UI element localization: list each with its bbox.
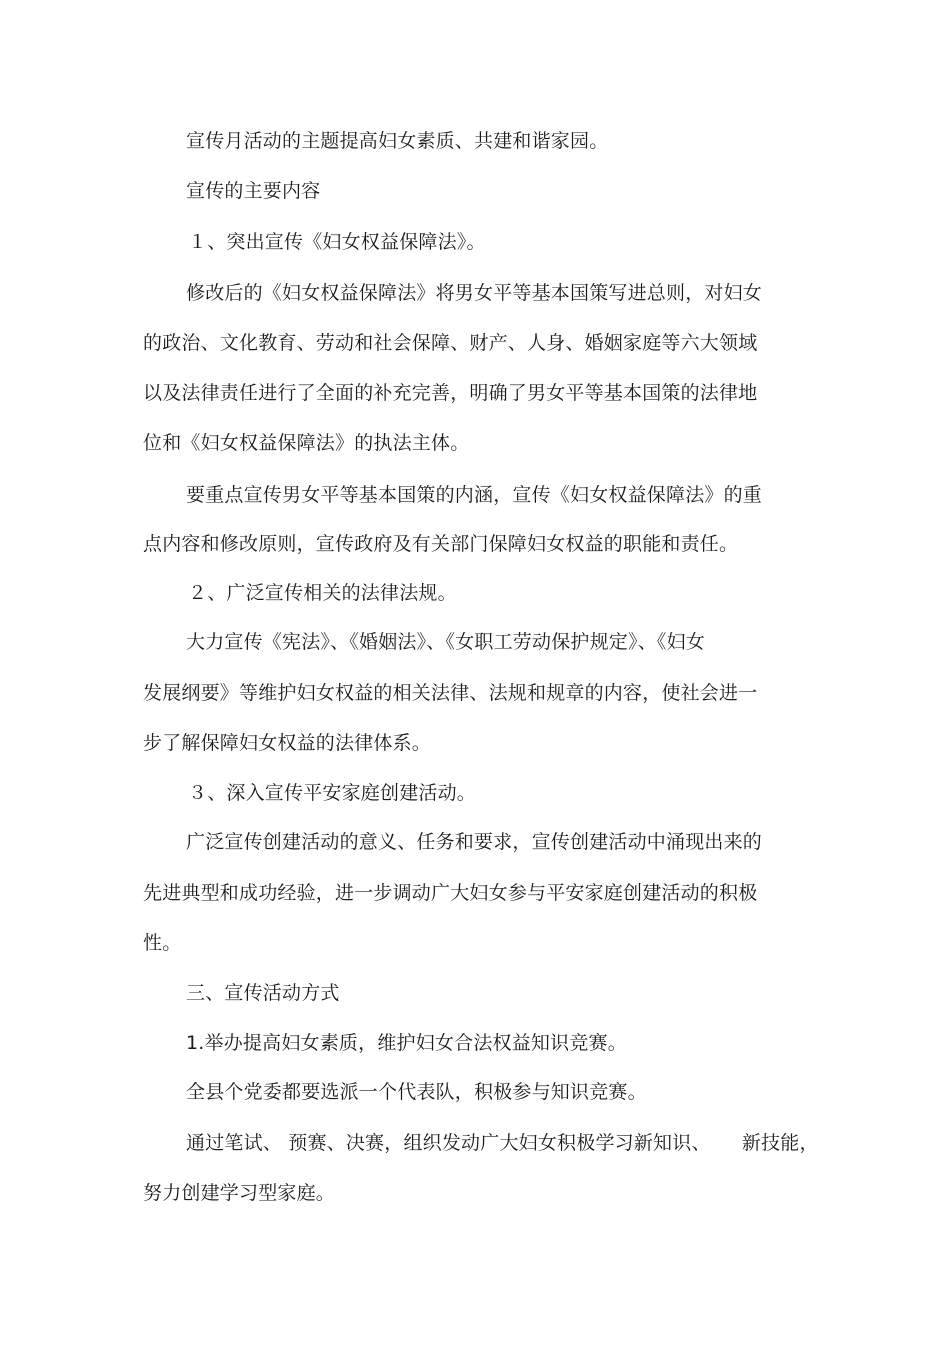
paragraph-line: 先进典型和成功经验，进一步调动广大妇女参与平安家庭创建活动的积极 <box>143 882 758 904</box>
paragraph-line: 位和《妇女权益保障法》的执法主体。 <box>143 432 470 454</box>
paragraph-line: 步了解保障妇女权益的法律体系。 <box>143 732 432 754</box>
heading-item-1: １、突出宣传《妇女权益保障法》。 <box>188 231 486 253</box>
paragraph-line: 修改后的《妇女权益保障法》将男女平等基本国策写进总则，对妇女 <box>186 282 763 304</box>
paragraph-theme: 宣传月活动的主题提高妇女素质、共建和谐家园。 <box>186 130 609 152</box>
paragraph-line: 发展纲要》等维护妇女权益的相关法律、法规和规章的内容，使社会进一 <box>143 682 758 704</box>
paragraph-line: 点内容和修改原则，宣传政府及有关部门保障妇女权益的职能和责任。 <box>143 533 739 555</box>
paragraph-line: 广泛宣传创建活动的意义、任务和要求，宣传创建活动中涌现出来的 <box>186 831 763 853</box>
paragraph-line: 性。 <box>143 932 182 954</box>
heading-item-3: ３、深入宣传平安家庭创建活动。 <box>188 782 477 804</box>
paragraph-line: 大力宣传《宪法》、《婚姻法》、《女职工劳动保护规定》、《妇女 <box>186 631 706 653</box>
paragraph-line: 全县个党委都要选派一个代表队，积极参与知识竞赛。 <box>186 1081 647 1103</box>
paragraph-line: 努力创建学习型家庭。 <box>143 1182 336 1204</box>
heading-method-1: 1.举办提高妇女素质，维护妇女合法权益知识竞赛。 <box>186 1032 627 1054</box>
heading-item-2: ２、广泛宣传相关的法律法规。 <box>188 582 457 604</box>
heading-main-content: 宣传的主要内容 <box>186 180 321 202</box>
paragraph-line: 要重点宣传男女平等基本国策的内涵，宣传《妇女权益保障法》的重 <box>186 484 763 506</box>
paragraph-line: 的政治、文化教育、劳动和社会保障、财产、人身、婚姻家庭等六大领域 <box>143 332 758 354</box>
heading-section-3: 三、宣传活动方式 <box>186 982 340 1004</box>
paragraph-line: 通过笔试、 预赛、决赛，组织发动广大妇女积极学习新知识、 新技能， <box>186 1132 819 1154</box>
paragraph-line: 以及法律责任进行了全面的补充完善，明确了男女平等基本国策的法律地 <box>143 382 758 404</box>
